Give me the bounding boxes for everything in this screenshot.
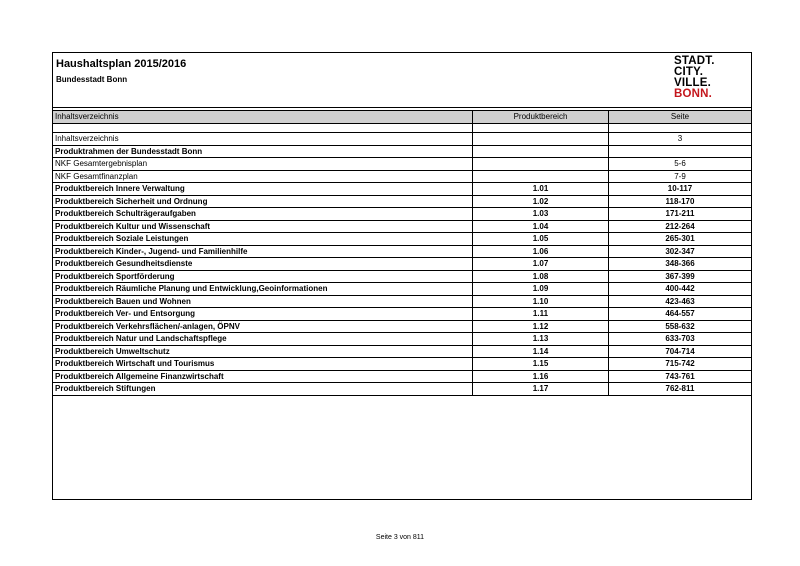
table-row [53, 258, 751, 271]
row-title: NKF Gesamtergebnisplan [53, 158, 473, 170]
row-page: 10-117 [667, 184, 693, 193]
row-page: 171-211 [665, 209, 695, 218]
table-row [53, 208, 751, 221]
row-product: 1.16 [473, 371, 609, 383]
document-header [53, 53, 751, 108]
row-page: 3 [677, 134, 683, 143]
row-product: 1.13 [473, 333, 609, 345]
row-product [473, 146, 609, 158]
row-title: Produktbereich Natur und Landschaftspflege [53, 333, 473, 345]
row-product [473, 133, 609, 145]
row-product [473, 171, 609, 183]
row-title: Produktbereich Kultur und Wissenschaft [53, 221, 473, 233]
row-page: 423-463 [665, 296, 695, 306]
table-row [53, 124, 751, 133]
row-page: 348-366 [665, 259, 695, 268]
row-page: 715-742 [665, 359, 695, 368]
table-row [53, 333, 751, 346]
row-product: 1.15 [473, 358, 609, 370]
row-product: 1.02 [473, 196, 609, 208]
row-product: 1.04 [473, 221, 609, 233]
row-page: 118-170 [665, 196, 695, 206]
row-product: 1.10 [473, 296, 609, 308]
row-page: 743-761 [665, 371, 695, 381]
logo-line-2: CITY. [674, 66, 704, 78]
row-page: 400-442 [665, 284, 695, 293]
logo-line-1: STADT. [674, 55, 715, 67]
row-product: 1.08 [473, 271, 609, 283]
page-title: Haushaltsplan 2015/2016 [56, 58, 187, 70]
row-title: Produktbereich Schulträgeraufgaben [53, 208, 473, 220]
row-product: 1.09 [473, 283, 609, 295]
row-title: Produktbereich Räumliche Planung und Entwicklung,Geoinformationen [53, 283, 473, 295]
row-product: 1.11 [473, 308, 609, 320]
column-header-product: Produktbereich [473, 111, 609, 123]
table-row [53, 371, 751, 384]
table-header [53, 110, 751, 124]
table-row [53, 358, 751, 371]
row-page: 704-714 [665, 346, 695, 356]
table-row [53, 283, 751, 296]
row-page [609, 146, 751, 158]
row-title: Produktbereich Umweltschutz [53, 346, 473, 358]
row-title [53, 124, 473, 132]
table-row [53, 196, 751, 209]
table-row [53, 171, 751, 184]
row-page: 464-557 [665, 309, 695, 318]
row-title: Produktbereich Soziale Leistungen [53, 233, 473, 245]
table-row [53, 308, 751, 321]
page-number: Seite 3 von 811 [375, 534, 425, 541]
row-title: Produktbereich Sportförderung [53, 271, 473, 283]
row-title: Produktrahmen der Bundesstadt Bonn [53, 146, 473, 158]
row-product: 1.03 [473, 208, 609, 220]
row-title: Produktbereich Sicherheit und Ordnung [53, 196, 473, 208]
row-page: 5-6 [674, 159, 686, 168]
page-frame [52, 52, 752, 500]
row-page: 265-301 [665, 234, 695, 243]
row-page: 212-264 [665, 221, 695, 231]
row-product: 1.14 [473, 346, 609, 358]
row-title: Produktbereich Stiftungen [53, 383, 473, 395]
table-row [53, 346, 751, 359]
row-product [473, 158, 609, 170]
row-page: 762-811 [665, 384, 695, 393]
row-product [473, 124, 609, 132]
table-row [53, 133, 751, 146]
row-product: 1.07 [473, 258, 609, 270]
bonn-logo [674, 56, 744, 100]
table-row [53, 383, 751, 396]
row-page: 7-9 [674, 171, 686, 181]
row-title: Inhaltsverzeichnis [53, 133, 473, 145]
row-title: Produktbereich Kinder-, Jugend- und Familienhilfe [53, 246, 473, 258]
table-row [53, 271, 751, 284]
row-product: 1.06 [473, 246, 609, 258]
row-page: 558-632 [665, 321, 695, 331]
table-row [53, 221, 751, 234]
row-title: Produktbereich Verkehrsflächen/-anlagen, ÖPNV [53, 321, 473, 333]
row-title: Produktbereich Allgemeine Finanzwirtschaft [53, 371, 473, 383]
table-row [53, 146, 751, 159]
table-row [53, 246, 751, 259]
column-header-title: Inhaltsverzeichnis [53, 111, 473, 123]
row-title: Produktbereich Wirtschaft und Tourismus [53, 358, 473, 370]
row-title: Produktbereich Innere Verwaltung [53, 183, 473, 195]
row-title: Produktbereich Ver- und Entsorgung [53, 308, 473, 320]
table-row [53, 183, 751, 196]
column-header-page: Seite [670, 112, 690, 121]
row-page: 633-703 [665, 334, 695, 343]
row-title: Produktbereich Gesundheitsdienste [53, 258, 473, 270]
table-row [53, 158, 751, 171]
table-row [53, 321, 751, 334]
page-subtitle: Bundesstadt Bonn [56, 75, 128, 84]
table-row [53, 233, 751, 246]
table-body [53, 124, 751, 396]
table-row [53, 296, 751, 309]
row-title: Produktbereich Bauen und Wohnen [53, 296, 473, 308]
row-product: 1.12 [473, 321, 609, 333]
row-page: 367-399 [665, 271, 695, 281]
row-page: 302-347 [665, 246, 695, 256]
logo-line-3: VILLE. [674, 77, 711, 89]
logo-line-4: BONN. [674, 88, 713, 100]
row-title: NKF Gesamtfinanzplan [53, 171, 473, 183]
row-product: 1.01 [473, 183, 609, 195]
row-product: 1.05 [473, 233, 609, 245]
row-page [609, 124, 751, 132]
row-product: 1.17 [473, 383, 609, 395]
